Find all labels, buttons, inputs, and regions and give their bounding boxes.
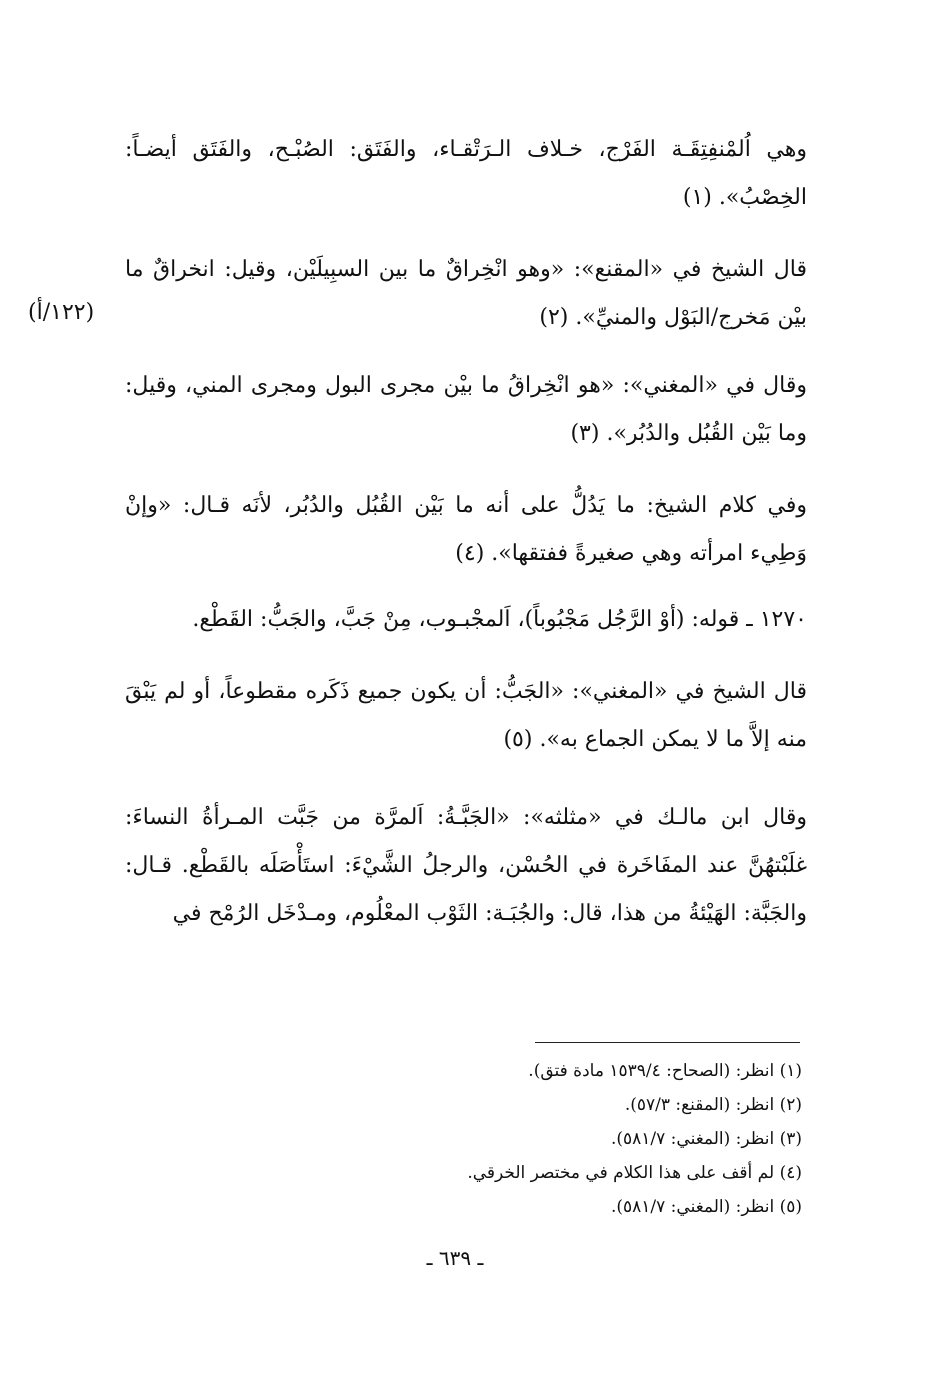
footnote-separator — [535, 1042, 800, 1043]
folio-margin-note: (١٢٢/أ) — [28, 300, 95, 325]
footnote-4: (٤) لم أقف على هذا الكلام في مختصر الخرقي. — [467, 1163, 802, 1183]
page-number: ـ ٦٣٩ ـ — [426, 1246, 484, 1270]
paragraph-4: وفي كلام الشيخ: ما يَدُلُّ على أنه ما بَيْن القُبُل والدُبُر، لأنَه قـال: «وإنْ وَطِيء امرأته وهي صغيرةً ففتقها». (٤) — [125, 493, 807, 566]
main-text — [125, 126, 807, 938]
paragraph-3: وقال في «المغني»: «هو انْخِراقُ ما بيْن مجرى البول ومجرى المني، وقيل: وما بَيْن القُبُل والدُبُر». (٣) — [125, 373, 807, 446]
paragraph-7: وقال ابن مالـك في «مثلثه»: «الجَبَّـةُ: اَلمرَّة من جَبَّت المـرأةُ النساءَ: غلَبْتهُنَّ عند المفَاخَرة في الحُسْن، والرجلُ الشَّيْءَ: استَأْصَلَه بالقَطْع. قـال: والجَبَّة: الهَيْئةُ من هذا، قال: والجُبَـة: الثَوْب المعْلُوم، ومـدْخَل الرُمْح في — [125, 805, 807, 926]
paragraph-5-item-1270: ١٢٧٠ ـ قوله: (أوْ الرَّجُل مَجْبُوباً)، اَلمجْبـوب، مِنْ جَبَّ، والجَبُّ: القَطْع. — [192, 607, 807, 632]
footnote-3: (٣) انظر: (المغني: ٥٨١/٧). — [610, 1129, 802, 1149]
paragraph-2: قال الشيخ في «المقنع»: «وهو انْخِراقٌ ما بين السبِيلَيْن، وقيل: انخراقٌ ما بيْن مَخرج/البَوْل والمنيِّ». (٢) — [125, 257, 807, 330]
footnote-1: (١) انظر: (الصحاح: ١٥٣٩/٤ مادة فتق). — [528, 1061, 802, 1081]
paragraph-6: قال الشيخ في «المغني»: «الجَبُّ: أن يكون جميع ذَكَره مقطوعاً، أو لم يَبْقَ منه إلاَّ ما لا يمكن الجماع به». (٥) — [125, 679, 807, 752]
paragraph-1: وهي اُلمْنفِتِقَـة الفَرْج، خـلاف الـرَتْقـاء، والفَتَق: الصُبْـح، والفَتَق أيضـاً: الخِصْبُ». (١) — [125, 137, 807, 210]
footnote-5: (٥) انظر: (المغني: ٥٨١/٧). — [610, 1197, 802, 1217]
footnotes — [300, 1054, 802, 1224]
footnote-2: (٢) انظر: (المقنع: ٥٧/٣). — [624, 1095, 802, 1115]
